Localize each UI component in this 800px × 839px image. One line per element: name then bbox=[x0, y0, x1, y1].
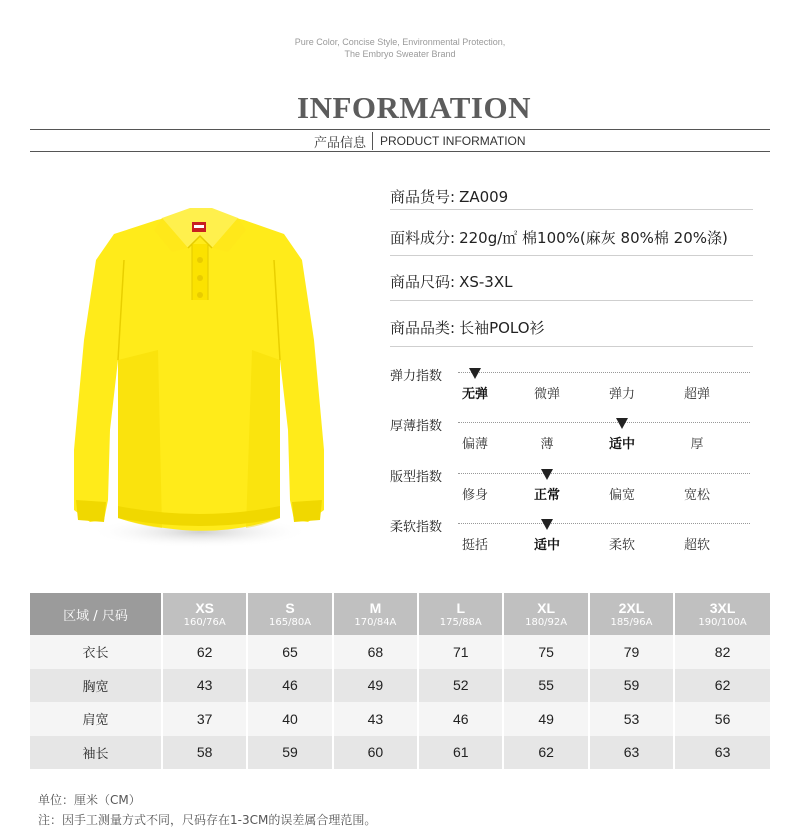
index-scale-line bbox=[458, 372, 750, 373]
index-option: 厚 bbox=[690, 437, 704, 452]
table-row bbox=[30, 702, 770, 736]
info-label-category: 商品品类: bbox=[390, 319, 456, 337]
size-name: 2XL bbox=[618, 599, 645, 616]
subtitle-separator bbox=[372, 132, 373, 150]
index-option: 超弹 bbox=[683, 387, 710, 402]
table-cell: 46 bbox=[247, 669, 332, 703]
size-table-corner: 区域 / 尺码 bbox=[30, 593, 162, 635]
table-cell: 68 bbox=[333, 635, 418, 669]
table-row bbox=[30, 736, 770, 770]
size-name: M bbox=[369, 599, 382, 616]
title-divider-bottom bbox=[30, 151, 770, 152]
tagline-line-1: Pure Color, Concise Style, Environmental Protection, bbox=[294, 37, 506, 47]
unit-note: 单位：厘米（CM） bbox=[38, 793, 141, 807]
size-name: XS bbox=[195, 599, 215, 616]
size-name: S bbox=[285, 599, 295, 616]
table-cell: 62 bbox=[674, 669, 770, 703]
table-cell: 49 bbox=[333, 669, 418, 703]
size-name: 3XL bbox=[709, 599, 736, 616]
table-cell: 63 bbox=[589, 736, 674, 770]
size-height: 170/84A bbox=[354, 616, 397, 628]
index-option: 适中 bbox=[608, 437, 635, 452]
index-option: 无弹 bbox=[461, 387, 488, 402]
index-scale-line bbox=[458, 422, 750, 423]
index-option: 弹力 bbox=[608, 387, 635, 402]
size-col-l bbox=[418, 593, 503, 635]
index-option: 偏薄 bbox=[461, 437, 488, 452]
info-label-size: 商品尺码: bbox=[390, 273, 456, 291]
table-cell: 56 bbox=[674, 702, 770, 736]
index-option: 挺括 bbox=[461, 538, 488, 553]
row-label: 肩宽 bbox=[30, 702, 162, 736]
index-label: 柔软指数 bbox=[390, 520, 443, 535]
product-image-polo-shirt bbox=[62, 200, 348, 560]
index-label: 厚薄指数 bbox=[390, 419, 443, 434]
size-height: 175/88A bbox=[439, 616, 482, 628]
index-option: 偏宽 bbox=[608, 488, 635, 503]
info-divider bbox=[390, 209, 753, 210]
tagline-line-2: The Embryo Sweater Brand bbox=[344, 49, 456, 59]
table-cell: 43 bbox=[162, 669, 247, 703]
table-cell: 46 bbox=[418, 702, 503, 736]
table-cell: 63 bbox=[674, 736, 770, 770]
index-option: 正常 bbox=[533, 488, 560, 503]
index-label: 弹力指数 bbox=[390, 369, 443, 384]
subtitle-en: PRODUCT INFORMATION bbox=[380, 134, 526, 148]
table-cell: 71 bbox=[418, 635, 503, 669]
table-cell: 62 bbox=[162, 635, 247, 669]
info-row-sku bbox=[390, 186, 753, 216]
table-cell: 49 bbox=[503, 702, 588, 736]
index-option: 薄 bbox=[540, 437, 554, 452]
table-cell: 61 bbox=[418, 736, 503, 770]
table-cell: 53 bbox=[589, 702, 674, 736]
index-option: 适中 bbox=[533, 538, 560, 553]
table-row bbox=[30, 635, 770, 669]
row-label: 胸宽 bbox=[30, 669, 162, 703]
table-row bbox=[30, 669, 770, 703]
subtitle-cn: 产品信息 bbox=[313, 136, 366, 151]
table-cell: 82 bbox=[674, 635, 770, 669]
info-row-size bbox=[390, 271, 753, 301]
table-cell: 62 bbox=[503, 736, 588, 770]
info-divider bbox=[390, 255, 753, 256]
index-option: 超软 bbox=[683, 538, 710, 553]
table-cell: 55 bbox=[503, 669, 588, 703]
info-divider bbox=[390, 346, 753, 347]
page-title: INFORMATION bbox=[297, 90, 531, 125]
info-value-size: XS-3XL bbox=[459, 273, 513, 291]
index-option: 宽松 bbox=[683, 488, 710, 503]
info-value-category: 长袖POLO衫 bbox=[459, 319, 545, 337]
index-label: 版型指数 bbox=[390, 470, 443, 485]
size-col-3xl bbox=[674, 593, 770, 635]
table-cell: 37 bbox=[162, 702, 247, 736]
size-name: L bbox=[456, 599, 466, 616]
info-label-fabric: 面料成分: bbox=[390, 229, 456, 247]
info-divider bbox=[390, 300, 753, 301]
row-label: 衣长 bbox=[30, 635, 162, 669]
size-col-2xl bbox=[589, 593, 674, 635]
table-cell: 52 bbox=[418, 669, 503, 703]
size-name: XL bbox=[537, 599, 556, 616]
size-height: 160/76A bbox=[183, 616, 226, 628]
index-scale-line bbox=[458, 523, 750, 524]
index-option: 修身 bbox=[461, 488, 488, 503]
table-cell: 59 bbox=[247, 736, 332, 770]
table-cell: 60 bbox=[333, 736, 418, 770]
size-height: 190/100A bbox=[698, 616, 747, 628]
table-cell: 59 bbox=[589, 669, 674, 703]
table-cell: 65 bbox=[247, 635, 332, 669]
index-marker-icon bbox=[469, 368, 481, 379]
table-cell: 75 bbox=[503, 635, 588, 669]
info-value-fabric: 220g/㎡ 棉100%(麻灰 80%棉 20%涤) bbox=[459, 229, 728, 247]
index-marker-icon bbox=[541, 469, 553, 480]
size-height: 185/96A bbox=[610, 616, 653, 628]
table-cell: 43 bbox=[333, 702, 418, 736]
brand-tagline bbox=[0, 36, 800, 60]
size-table-header bbox=[30, 593, 770, 635]
measurement-disclaimer: 注：因手工测量方式不同，尺码存在1-3CM的误差属合理范围。 bbox=[38, 813, 377, 827]
size-col-s bbox=[247, 593, 332, 635]
size-col-xl bbox=[503, 593, 588, 635]
index-marker-icon bbox=[616, 418, 628, 429]
table-cell: 79 bbox=[589, 635, 674, 669]
size-height: 165/80A bbox=[269, 616, 312, 628]
size-col-m bbox=[333, 593, 418, 635]
info-value-sku: ZA009 bbox=[459, 188, 509, 206]
info-label-sku: 商品货号: bbox=[390, 188, 456, 206]
size-height: 180/92A bbox=[525, 616, 568, 628]
title-divider-top bbox=[30, 129, 770, 130]
table-cell: 58 bbox=[162, 736, 247, 770]
row-label: 袖长 bbox=[30, 736, 162, 770]
info-row-category bbox=[390, 317, 753, 347]
index-scale-line bbox=[458, 473, 750, 474]
table-cell: 40 bbox=[247, 702, 332, 736]
index-option: 微弹 bbox=[533, 387, 560, 402]
index-marker-icon bbox=[541, 519, 553, 530]
index-option: 柔软 bbox=[608, 538, 635, 553]
info-row-fabric bbox=[390, 227, 753, 257]
size-col-xs bbox=[162, 593, 247, 635]
size-table bbox=[30, 593, 770, 769]
